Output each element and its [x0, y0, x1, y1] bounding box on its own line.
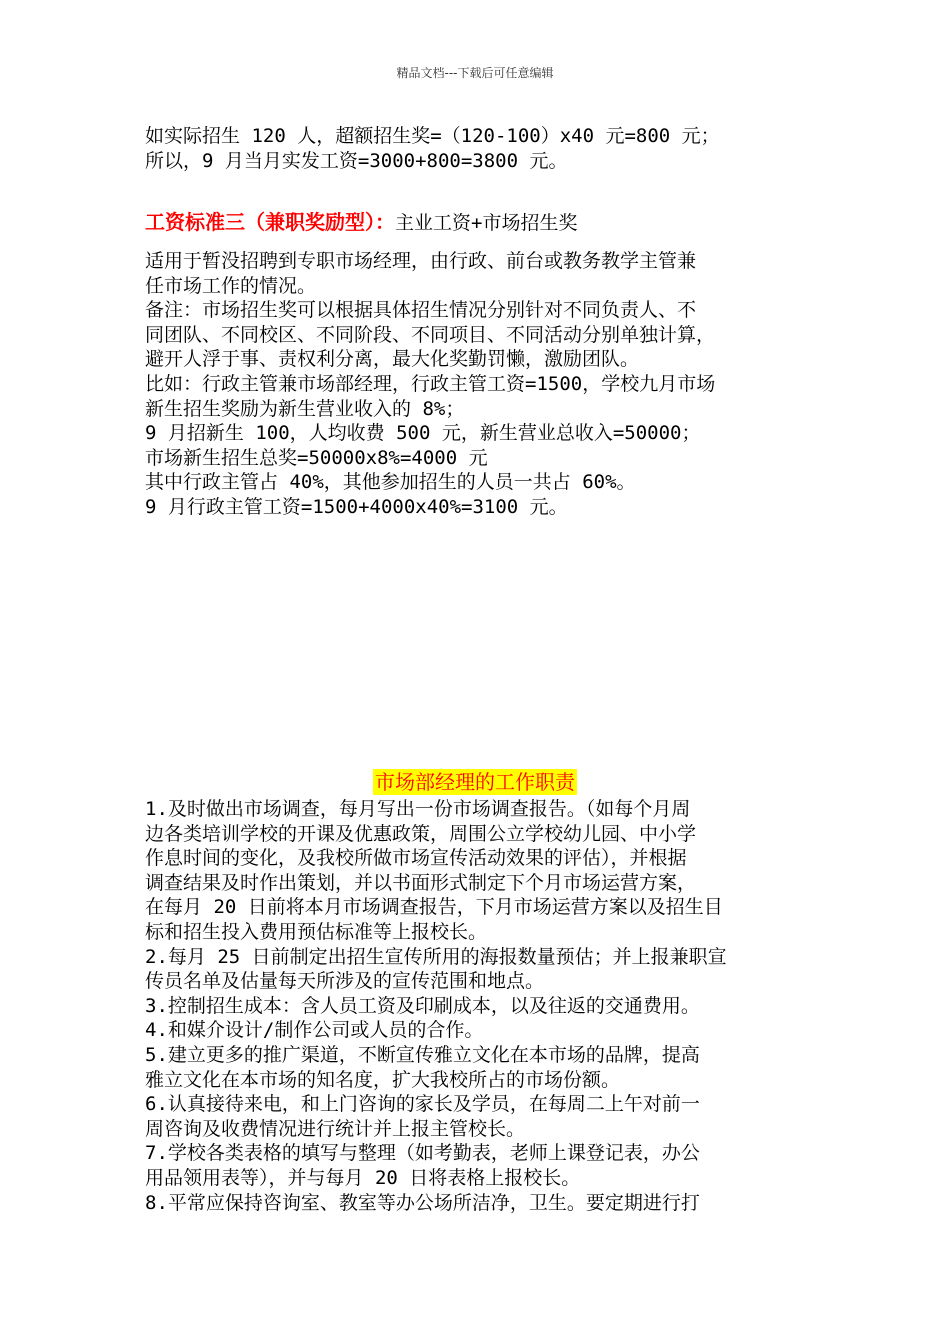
list-line: 调查结果及时作出策划，并以书面形式制定下个月市场运营方案， — [145, 871, 697, 894]
text-line: 备注：市场招生奖可以根据具体招生情况分别针对不同负责人、不 — [145, 299, 697, 322]
text-line: 新生招生奖励为新生营业收入的 8%； — [145, 397, 465, 420]
text-line: 如实际招生 120 人，超额招生奖=（120-100）x40 元=800 元； — [145, 125, 720, 147]
list-line: 6.认真接待来电，和上门咨询的家长及学员，在每周二上午对前一 — [145, 1093, 700, 1116]
text-line: 避开人浮于事、责权利分离，最大化奖勤罚懒，激励团队。 — [145, 348, 640, 371]
list-line: 标和招生投入费用预估标准等上报校长。 — [145, 920, 488, 943]
list-line: 3.控制招生成本：含人员工资及印刷成本，以及往返的交通费用。 — [145, 994, 700, 1017]
list-line: 作息时间的变化，及我校所做市场宣传活动效果的评估），并根据 — [145, 847, 687, 870]
duties-title-row — [0, 769, 950, 795]
list-line: 在每月 20 日前将本月市场调查报告，下月市场运营方案以及招生目 — [145, 896, 723, 919]
list-line: 7.学校各类表格的填写与整理（如考勤表，老师上课登记表，办公 — [145, 1142, 700, 1165]
text-line: 9 月行政主管工资=1500+4000x40%=3100 元。 — [145, 495, 568, 518]
text-line: 任市场工作的情况。 — [145, 274, 317, 297]
list-line: 1.及时做出市场调查，每月写出一份市场调查报告。（如每个月周 — [145, 798, 691, 820]
list-line: 边各类培训学校的开课及优惠政策，周围公立学校幼儿园、中小学 — [145, 822, 697, 845]
text-line: 市场新生招生总奖=50000x8%=4000 元 — [145, 446, 488, 469]
list-line: 4.和媒介设计/制作公司或人员的合作。 — [145, 1019, 484, 1042]
text-line: 9 月招新生 100，人均收费 500 元，新生营业总收入=50000； — [145, 422, 701, 445]
text-line: 适用于暂没招聘到专职市场经理，由行政、前台或教务教学主管兼 — [145, 250, 697, 272]
text-line: 比如：行政主管兼市场部经理，行政主管工资=1500，学校九月市场 — [145, 372, 716, 395]
text-line: 所以，9 月当月实发工资=3000+800=3800 元。 — [145, 149, 568, 172]
list-line: 周咨询及收费情况进行统计并上报主管校长。 — [145, 1117, 526, 1140]
list-line: 雅立文化在本市场的知名度，扩大我校所占的市场份额。 — [145, 1068, 621, 1091]
duties-title: 市场部经理的工作职责 — [375, 770, 575, 794]
page-header-note: 精品文档---下载后可任意编辑 — [396, 66, 554, 80]
text-line: 其中行政主管占 40%，其他参加招生的人员一共占 60%。 — [145, 471, 636, 494]
section-heading-title: 工资标准三（兼职奖励型）： — [145, 210, 395, 234]
section-body — [145, 249, 825, 520]
list-line: 5.建立更多的推广渠道，不断宣传雅立文化在本市场的品牌，提高 — [145, 1043, 700, 1066]
section-heading-subtitle: 主业工资+市场招生奖 — [395, 212, 578, 234]
list-line: 传员名单及估量每天所涉及的宣传范围和地点。 — [145, 970, 545, 993]
section-heading — [145, 208, 577, 237]
list-line: 2.每月 25 日前制定出招生宣传所用的海报数量预估；并上报兼职宣 — [145, 945, 727, 968]
list-line: 用品领用表等），并与每月 20 日将表格上报校长。 — [145, 1166, 581, 1189]
text-line: 同团队、不同校区、不同阶段、不同项目、不同活动分别单独计算， — [145, 323, 716, 346]
duties-list — [145, 797, 825, 1215]
intro-paragraph — [145, 124, 825, 173]
list-line: 8.平常应保持咨询室、教室等办公场所洁净，卫生。要定期进行打 — [145, 1191, 700, 1214]
